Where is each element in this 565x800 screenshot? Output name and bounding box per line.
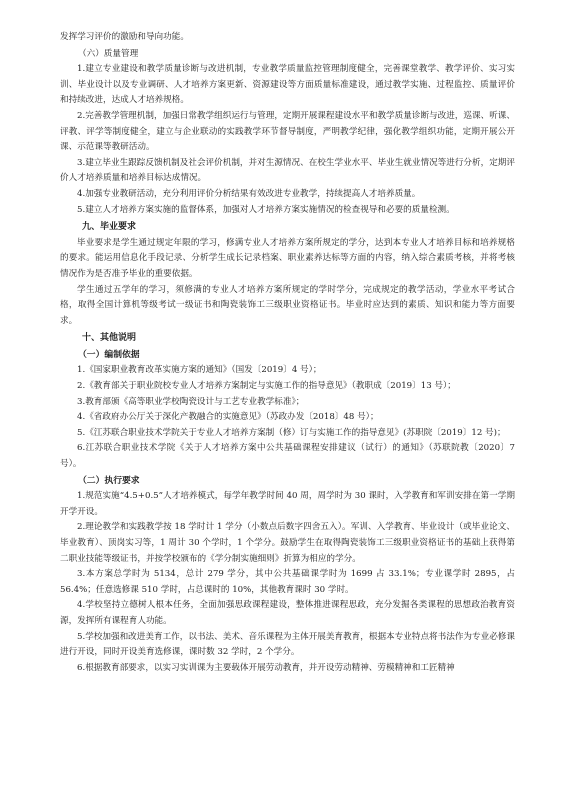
- quality-item-4: 4.加强专业教研活动，充分利用评价分析结果有效改进专业教学，持续提高人才培养质量。: [77, 188, 421, 199]
- heading-other-notes: 十、其他说明: [82, 333, 137, 344]
- graduation-paragraph-2: 学生通过五学年的学习，须修满的专业人才培养方案所规定的学时学分，完成规定的教学活动，学业水平考试合格，取得全国计算机等级考试一级证书和陶瓷装饰工三级职业资格证书。毕业时应达到的素质、知识和能力等方面要求。: [60, 284, 515, 326]
- execution-item-5: 5.学校加强和改进美育工作，以书法、美术、音乐课程为主体开展美育教育，根据本专业特点将书法作为专业必修课进行开设，同时开设美育选修课，课时数 32 学时，2 个学分。: [60, 631, 515, 658]
- basis-item-4: 4.《省政府办公厅关于深化产教融合的实施意见》（苏政办发〔2018〕48 号）；: [77, 412, 379, 423]
- graduation-paragraph-1: 毕业要求是学生通过规定年限的学习，修满专业人才培养方案所规定的学分，达到本专业人才培养目标和培养规格的要求。能运用信息化手段记录、分析学生成长记录档案、职业素养达标等方面的内容，纳入综合素质考核，并将考核情况作为是否准予毕业的重要依据。: [60, 237, 515, 279]
- heading-execution-requirements: （二）执行要求: [78, 475, 140, 486]
- quality-item-1: 1.建立专业建设和教学质量诊断与改进机制，专业教学质量监控管理制度健全，完善课堂教学、教学评价、实习实训、毕业设计以及专业调研、人才培养方案更新、资源建设等方面质量标准建设，通过教学实施、过程监控、质量评价和持续改进，达成人才培养规格。: [60, 64, 515, 106]
- execution-item-3: 3.本方案总学时为 5134，总计 279 学分，其中公共基础课学时为 1699 占 33.1%；专业课学时 2895，占 56.4%；任意选修课 510 学时，占总课时的 10%，其他教育课时 30 学时。: [60, 569, 515, 595]
- heading-compilation-basis: （一）编制依据: [78, 349, 140, 360]
- execution-item-6: 6.根据教育部要求，以实习实训课为主要载体开展劳动教育，并开设劳动精神、劳模精神和工匠精神: [77, 662, 455, 673]
- basis-item-6: 6.江苏联合职业技术学院《关于人才培养方案中公共基础课程安排建议（试行）的通知》（苏联院教〔2020〕7 号）。: [60, 443, 515, 470]
- quality-item-2: 2.完善教学管理机制，加强日常教学组织运行与管理，定期开展课程建设水平和教学质量诊断与改进，巡课、听课、评教、评学等制度健全，建立与企业联动的实践教学环节督导制度，严明教学纪律，强化教学组织功能，定期开展公开课、示范课等教研活动。: [60, 110, 515, 153]
- basis-item-1: 1.《国家职业教育改革实施方案的通知》（国发〔2019〕4 号）；: [77, 365, 322, 376]
- paragraph-continuation: 发挥学习评价的激励和导向功能。: [60, 32, 189, 42]
- heading-graduation-requirements: 九、毕业要求: [82, 222, 137, 233]
- basis-item-2: 2.《教育部关于职业院校专业人才培养方案制定与实施工作的指导意见》（教职成〔2019〕13 号）；: [77, 381, 456, 392]
- execution-item-4: 4.学校坚持立德树人根本任务，全面加强思政课程建设，整体推进课程思政，充分发掘各类课程的思想政治教育资源，发挥所有课程育人功能。: [60, 600, 515, 626]
- quality-item-3: 3.建立毕业生跟踪反馈机制及社会评价机制，并对生源情况、在校生学业水平、毕业生就业情况等进行分析，定期评价人才培养质量和培养目标达成情况。: [60, 157, 515, 184]
- basis-item-3: 3.教育部颁《高等职业学校陶瓷设计与工艺专业教学标准》；: [77, 396, 305, 407]
- quality-item-5: 5.建立人才培养方案实施的监督体系，加强对人才培养方案实施情况的检查视导和必要的质量检测。: [77, 204, 455, 215]
- execution-item-2: 2.理论教学和实践教学按 18 学时计 1 学分（小数点后数字四舍五入）。军训、入学教育、毕业设计（或毕业论文、毕业教育）、顶岗实习等，1 周计 30 个学时，1 个学分。鼓励学生在取得陶瓷装饰工三级职业资格证书的基础上获得第二职业技能等级证书，并按学校颁布的《学分制实施细则》折算为相应的学分。: [60, 522, 515, 564]
- heading-quality-management: （六）质量管理: [78, 48, 139, 59]
- execution-item-1: 1.规范实施“4.5+0.5”人才培养模式，每学年教学时间 40 周，周学时为 30 课时，入学教育和军训安排在第一学期开学开设。: [60, 491, 515, 517]
- basis-item-5: 5.《江苏联合职业技术学院关于专业人才培养方案制（修）订与实施工作的指导意见》(苏职院〔2019〕12 号)；: [77, 427, 506, 438]
